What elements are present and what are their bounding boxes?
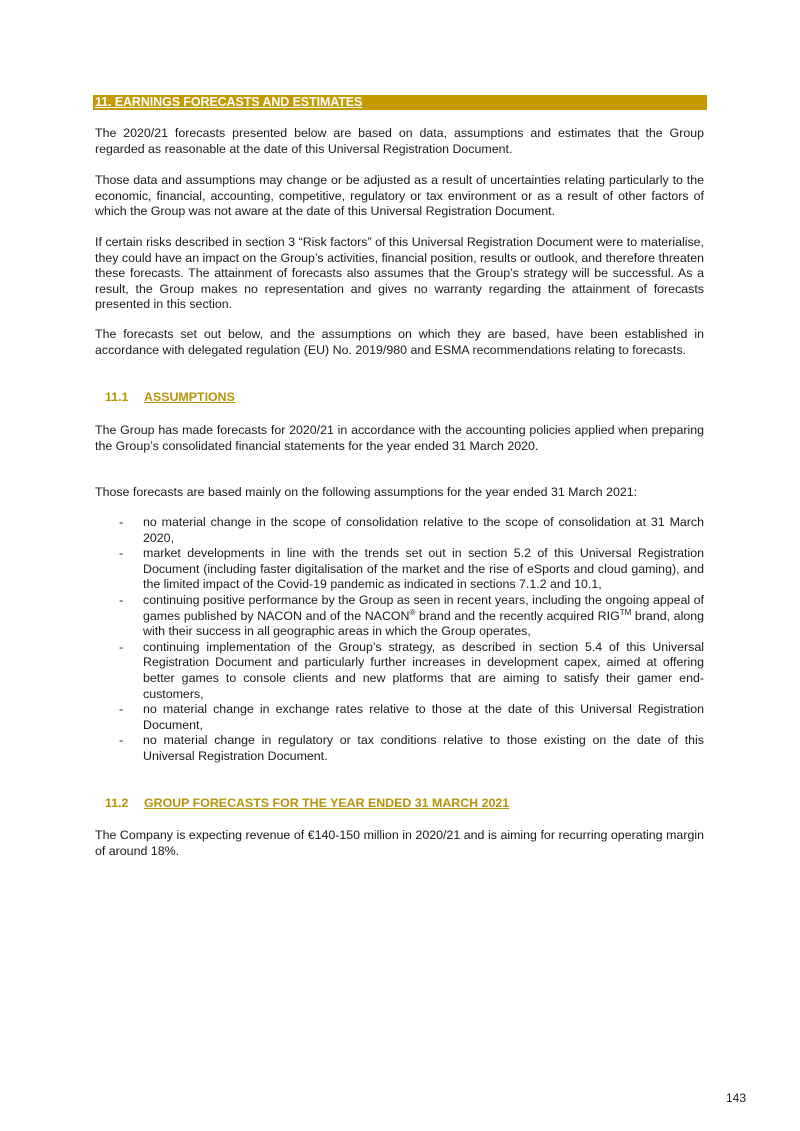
list-item [95, 733, 704, 764]
section-heading-bar [93, 95, 707, 110]
subsection-heading-forecasts [105, 796, 509, 811]
intro-paragraph-2: Those data and assumptions may change or be adjusted as a result of uncertainties relating particularly to the economic, financial, accounting, competitive, regulatory or tax environment or as a result of other factors of which the Group was not aware at the date of this Universal Registration Document. [95, 173, 704, 219]
intro-paragraph-3: If certain risks described in section 3 “Risk factors” of this Universal Registration Document were to materialise, they could have an impact on the Group’s activities, financial position, results or outlook, and therefore threaten these forecasts. The attainment of forecasts also assumes that the Group’s strategy will be successful. As a result, the Group makes no representation and gives no warranty regarding the attainment of forecasts presented in this section. [95, 235, 704, 312]
subsection-number: 11.2 [105, 796, 129, 810]
list-item-text: continuing positive performance by the Group as seen in recent years, including the ongoing appeal of games published by NACON and of the NACON [143, 592, 704, 623]
bullet-dash: - [119, 702, 124, 717]
page-number: 143 [725, 1091, 746, 1105]
list-item-text: market developments in line with the trends set out in section 5.2 of this Universal Registration Document (including faster digitalisation of the market and the rise of eSports and cloud gaming), and the limited impact of the Covid-19 pandemic as indicated in sections 7.1.2 and 10.1, [143, 546, 704, 592]
list-item-text: continuing implementation of the Group’s strategy, as described in section 5.4 of this Universal Registration Document and particularly further increases in development capex, aimed at offering better games to console clients and new platforms that are aiming to satisfy their gamer end-customers, [143, 639, 704, 701]
list-item-text: no material change in regulatory or tax conditions relative to those existing on the date of this Universal Registration Document. [143, 733, 704, 763]
forecasts-paragraph: The Company is expecting revenue of €140-150 million in 2020/21 and is aiming for recurring operating margin of around 18%. [95, 828, 704, 858]
list-item [95, 546, 704, 593]
bullet-dash: - [119, 733, 124, 748]
list-item [95, 593, 704, 640]
subsection-heading-assumptions [105, 390, 235, 405]
bullet-dash: - [119, 592, 124, 607]
list-item-text: brand, along with their success in all geographic areas in which the Group operates, [143, 608, 704, 639]
subsection-title: GROUP FORECASTS FOR THE YEAR ENDED 31 MARCH 2021 [144, 796, 510, 810]
assumptions-list [95, 515, 704, 765]
subsection-number: 11.1 [105, 390, 129, 404]
bullet-dash: - [119, 639, 124, 654]
list-item [95, 640, 704, 702]
assumptions-paragraph-1: The Group has made forecasts for 2020/21 in accordance with the accounting policies applied when preparing the Group’s consolidated financial statements for the year ended 31 March 2020. [95, 423, 704, 453]
list-item-text: brand and the recently acquired RIG [415, 608, 620, 623]
registered-mark: ® [409, 607, 416, 617]
bullet-dash: - [119, 546, 124, 561]
list-item [95, 702, 704, 733]
assumptions-paragraph-2: Those forecasts are based mainly on the following assumptions for the year ended 31 March 2021: [95, 485, 638, 499]
subsection-title: ASSUMPTIONS [144, 390, 235, 404]
list-item-text: no material change in exchange rates relative to those at the date of this Universal Registration Document, [143, 702, 704, 732]
intro-paragraph-4: The forecasts set out below, and the assumptions on which they are based, have been established in accordance with delegated regulation (EU) No. 2019/980 and ESMA recommendations relating to forecasts. [95, 327, 704, 357]
list-item-text: no material change in the scope of consolidation relative to the scope of consolidation at 31 March 2020, [143, 515, 704, 545]
intro-paragraph-1: The 2020/21 forecasts presented below are based on data, assumptions and estimates that the Group regarded as reasonable at the date of this Universal Registration Document. [95, 126, 704, 156]
trademark-mark: TM [619, 607, 632, 617]
list-item [95, 515, 704, 546]
section-title: 11. EARNINGS FORECASTS AND ESTIMATES [95, 95, 363, 109]
bullet-dash: - [119, 515, 124, 529]
